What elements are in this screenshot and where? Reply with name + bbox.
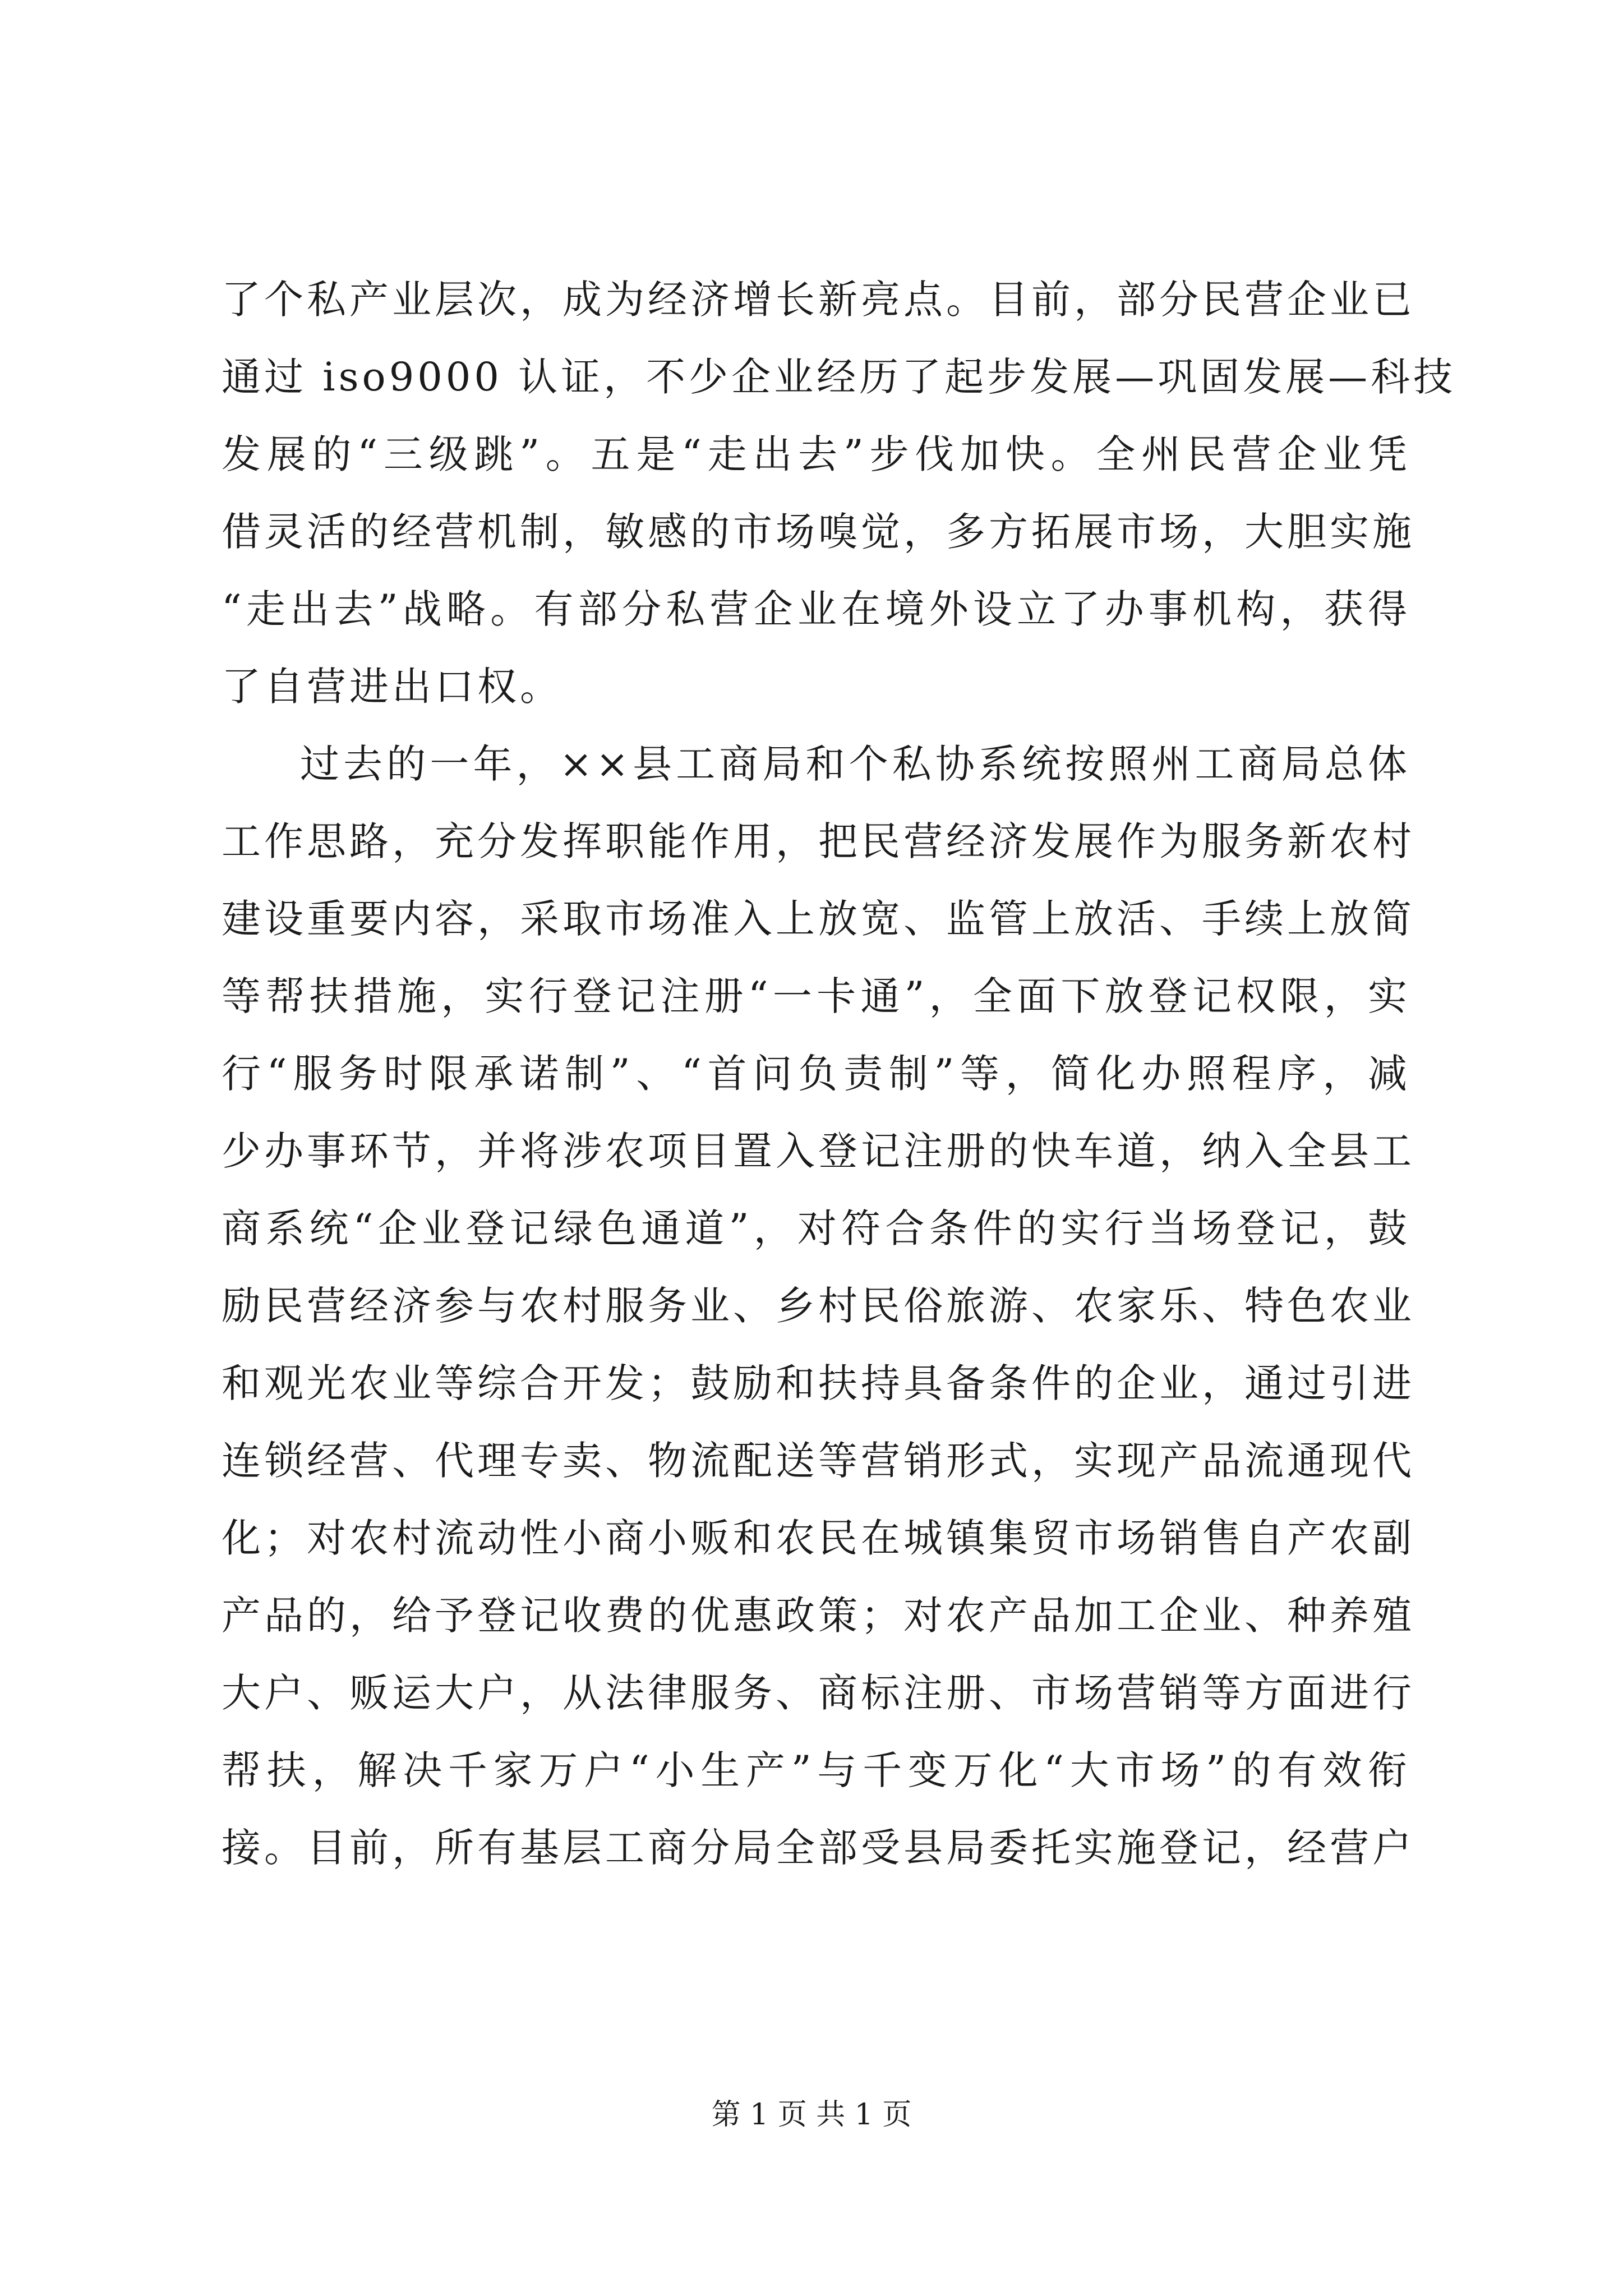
paragraph-2-line-1: 过去的一年，××县工商局和个私协系统按照州工商局总体 bbox=[300, 741, 1410, 787]
paragraph-1-line-2: 通过 iso9000 认证，不少企业经历了起步发展—巩固发展—科技 bbox=[222, 354, 1456, 400]
paragraph-2-line-14: 帮扶，解决千家万户“小生产”与千变万化“大市场”的有效衔 bbox=[222, 1747, 1410, 1793]
paragraph-1-line-6: 了自营进出口权。 bbox=[222, 664, 562, 710]
paragraph-2-line-8: 励民营经济参与农村服务业、乡村民俗旅游、农家乐、特色农业 bbox=[222, 1283, 1415, 1329]
page-footer bbox=[0, 2095, 1623, 2134]
paragraph-2-line-9: 和观光农业等综合开发；鼓励和扶持具备条件的企业，通过引进 bbox=[222, 1360, 1415, 1406]
paragraph-2-line-10: 连锁经营、代理专卖、物流配送等营销形式，实现产品流通现代 bbox=[222, 1438, 1415, 1484]
paragraph-2-line-7: 商系统“企业登记绿色通道”，对符合条件的实行当场登记，鼓 bbox=[222, 1205, 1410, 1251]
paragraph-2-line-5: 行“服务时限承诺制”、“首问负责制”等，简化办照程序，减 bbox=[222, 1051, 1410, 1097]
paragraph-1-line-4: 借灵活的经营机制，敏感的市场嗅觉，多方拓展市场，大胆实施 bbox=[222, 509, 1415, 555]
paragraph-2-line-11: 化；对农村流动性小商小贩和农民在城镇集贸市场销售自产农副 bbox=[222, 1515, 1415, 1561]
page-number-label: 第 1 页 共 1 页 bbox=[711, 2098, 912, 2132]
paragraph-2-line-12: 产品的，给予登记收费的优惠政策；对农产品加工企业、种养殖 bbox=[222, 1593, 1415, 1639]
paragraph-2-line-13: 大户、贩运大户，从法律服务、商标注册、市场营销等方面进行 bbox=[222, 1670, 1415, 1716]
paragraph-1-line-1: 了个私产业层次，成为经济增长新亮点。目前，部分民营企业已 bbox=[222, 277, 1415, 323]
paragraph-2-line-2: 工作思路，充分发挥职能作用，把民营经济发展作为服务新农村 bbox=[222, 818, 1415, 864]
paragraph-1-line-5: “走出去”战略。有部分私营企业在境外设立了办事机构，获得 bbox=[222, 586, 1410, 632]
document-body bbox=[222, 261, 1456, 1887]
paragraph-2-line-4: 等帮扶措施，实行登记注册“一卡通”，全面下放登记权限，实 bbox=[222, 973, 1410, 1019]
paragraph-1-line-3: 发展的“三级跳”。五是“走出去”步伐加快。全州民营企业凭 bbox=[222, 431, 1410, 477]
paragraph-2-line-15: 接。目前，所有基层工商分局全部受县局委托实施登记，经营户 bbox=[222, 1825, 1415, 1871]
paragraph-2-line-3: 建设重要内容，采取市场准入上放宽、监管上放活、手续上放简 bbox=[222, 896, 1415, 942]
paragraph-2-line-6: 少办事环节，并将涉农项目置入登记注册的快车道，纳入全县工 bbox=[222, 1128, 1415, 1174]
